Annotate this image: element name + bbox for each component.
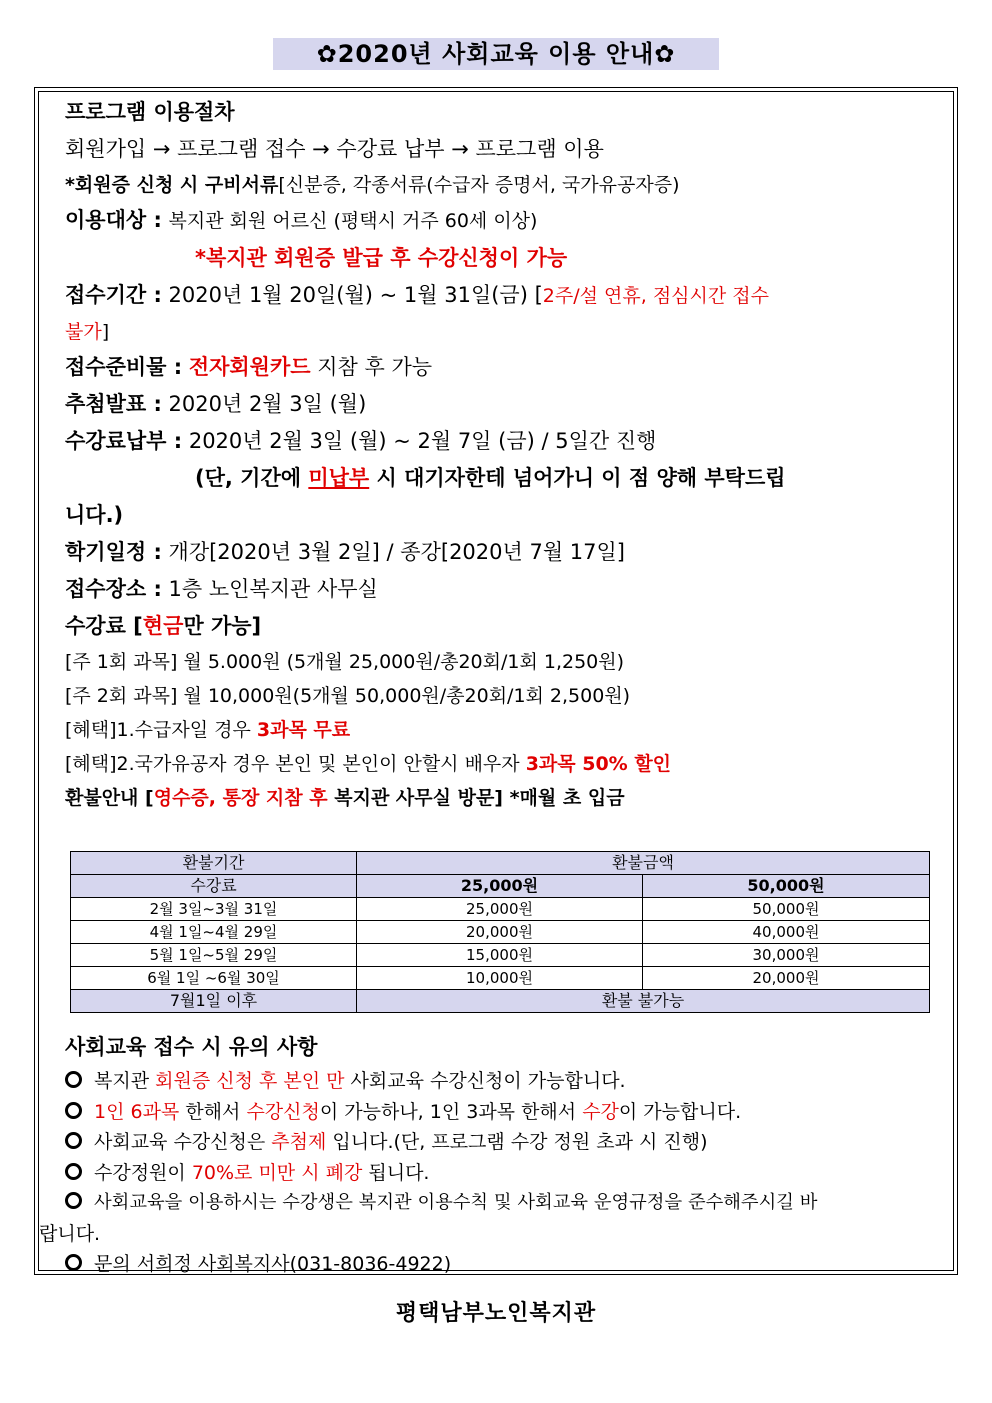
- target-label: 이용대상 :: [65, 208, 162, 232]
- refund-table: [70, 851, 930, 1013]
- place-line: [65, 571, 945, 608]
- payment-note-b: 시 대기자한테 넘어가니 이 점 양해 부탁드립: [376, 466, 786, 490]
- prep-line: [65, 349, 945, 386]
- fee-line-2: [주 2회 과목] 월 10,000원(5개월 50,000원/총20회/1회 2,500원): [65, 685, 631, 707]
- note-red: 회원증 신청 후 본인 만: [155, 1070, 345, 1092]
- period-note: 2주/설 연휴, 점심시간 접수: [542, 285, 769, 307]
- lottery-line: [65, 386, 945, 423]
- refund-period: 6월 1일 ~6월 30일: [71, 967, 357, 990]
- note-text: 됩니다.: [368, 1161, 430, 1184]
- fee-heading: [65, 608, 945, 645]
- note-item-cont: 랍니다.: [39, 1222, 101, 1245]
- page-title: ✿2020년 사회교육 이용 안내✿: [273, 38, 719, 70]
- note-item: [65, 1188, 945, 1219]
- prep-value: 지참 후 가능: [317, 355, 433, 379]
- benefit-1-text: [혜택]1.수급자일 경우: [65, 719, 251, 741]
- contact-text: 문의 서희정 사회복지사(031-8036-4922): [94, 1253, 452, 1275]
- refund-table-header: [71, 852, 930, 875]
- refund-heading-red: 영수증, 통장 지참 후: [153, 787, 328, 809]
- refund-last-value: 환불 불가능: [357, 990, 930, 1013]
- refund-amount-25: 20,000원: [357, 921, 643, 944]
- circle-bullet-icon: [65, 1254, 82, 1271]
- notes-section: [39, 1029, 945, 1280]
- lottery-label: 추첨발표 :: [65, 392, 162, 416]
- circle-bullet-icon: [65, 1132, 82, 1149]
- fee-label-red: 현금: [142, 614, 184, 638]
- prep-label: 접수준비물 :: [65, 355, 183, 379]
- refund-sub-label: 수강료: [71, 875, 357, 898]
- note-text: 사회교육 수강신청은: [94, 1131, 266, 1153]
- note-item: [65, 1127, 945, 1158]
- refund-col-amount: 환불금액: [357, 852, 930, 875]
- payment-line: [65, 423, 945, 460]
- refund-amount-50: 20,000원: [643, 967, 930, 990]
- refund-last-period: 7월1일 이후: [71, 990, 357, 1013]
- table-row: [71, 944, 930, 967]
- note-text: 사회교육을 이용하시는 수강생은 복지관 이용수칙 및 사회교육 운영규정을 준수해주시길 바: [94, 1192, 818, 1213]
- table-row: [71, 967, 930, 990]
- refund-amount-25: 15,000원: [357, 944, 643, 967]
- info-box-inner: [38, 91, 954, 1275]
- place-value: 1층 노인복지관 사무실: [168, 577, 378, 601]
- notes-heading: 사회교육 접수 시 유의 사항: [65, 1035, 318, 1059]
- note-red: 1인 6과목: [94, 1100, 180, 1123]
- semester-label: 학기일정 :: [65, 540, 162, 564]
- note-text: 복지관: [94, 1070, 150, 1092]
- target-line: [65, 202, 945, 240]
- docs-value: [신분증, 각종서류(수급자 증명서, 국가유공자증): [278, 174, 680, 196]
- procedure-heading: 프로그램 이용절차: [65, 100, 235, 124]
- docs-line: [65, 168, 945, 202]
- note-red: 수강신청: [246, 1100, 320, 1123]
- note-red: 추첨제: [271, 1131, 327, 1153]
- refund-heading-a: 환불안내 [: [65, 787, 154, 809]
- refund-amount-50: 50,000원: [643, 898, 930, 921]
- period-bracket-open: [: [534, 283, 543, 307]
- note-red: 70%로 미만 시 폐강: [191, 1161, 363, 1184]
- semester-value: 개강[2020년 3월 2일] / 종강[2020년 7월 17일]: [168, 540, 625, 564]
- note-text: 이 가능하나, 1인 3과목 한해서: [319, 1100, 577, 1123]
- refund-period: 5월 1일~5월 29일: [71, 944, 357, 967]
- target-value: 복지관 회원 어르신 (평택시 거주 60세 이상): [168, 210, 538, 232]
- circle-bullet-icon: [65, 1192, 82, 1209]
- period-note-cont: 불가: [65, 321, 102, 343]
- benefit-2-red: 3과목 50% 할인: [525, 753, 672, 775]
- place-label: 접수장소 :: [65, 577, 162, 601]
- circle-bullet-icon: [65, 1102, 82, 1119]
- note-item: [65, 1158, 945, 1189]
- lottery-value: 2020년 2월 3일 (월): [168, 392, 367, 416]
- docs-label: *회원증 신청 시 구비서류: [65, 174, 279, 196]
- note-item: [65, 1066, 945, 1097]
- refund-table-last-row: [71, 990, 930, 1013]
- period-value: 2020년 1월 20일(월) ~ 1월 31일(금): [168, 283, 528, 307]
- note-item: [65, 1097, 945, 1128]
- period-bracket-close: ]: [101, 321, 110, 343]
- refund-col-period: 환불기간: [71, 852, 357, 875]
- refund-heading-b: 복지관 사무실 방문] *매월 초 입금: [334, 787, 625, 809]
- payment-note-cont: 니다.): [65, 503, 124, 527]
- semester-line: [65, 534, 945, 571]
- info-content: [65, 94, 945, 815]
- benefit-2-text: [혜택]2.국가유공자 경우 본인 및 본인이 안할시 배우자: [65, 753, 520, 775]
- payment-note-red: 미납부: [308, 466, 370, 490]
- payment-value: 2020년 2월 3일 (월) ~ 2월 7일 (금) / 5일간 진행: [188, 429, 657, 453]
- organization-name: 평택남부노인복지관: [395, 1301, 597, 1326]
- refund-table-subheader: [71, 875, 930, 898]
- payment-label: 수강료납부 :: [65, 429, 183, 453]
- payment-note: [65, 460, 945, 497]
- refund-amount-50: 40,000원: [643, 921, 930, 944]
- note-text: 수강정원이: [94, 1161, 186, 1184]
- refund-sub-25: 25,000원: [357, 875, 643, 898]
- refund-amount-25: 25,000원: [357, 898, 643, 921]
- circle-bullet-icon: [65, 1071, 82, 1088]
- refund-heading: [65, 781, 945, 815]
- benefit-1-red: 3과목 무료: [256, 719, 351, 741]
- table-row: [71, 921, 930, 944]
- note-text: 한해서: [185, 1100, 241, 1123]
- benefit-1: [65, 713, 945, 747]
- prep-red: 전자회원카드: [188, 355, 311, 379]
- period-line-2: [65, 315, 945, 349]
- refund-amount-25: 10,000원: [357, 967, 643, 990]
- fee-line-1: [주 1회 과목] 월 5.000원 (5개월 25,000원/총20회/1회 1,250원): [65, 651, 625, 673]
- target-note: *복지관 회원증 발급 후 수강신청이 가능: [195, 246, 568, 270]
- table-row: [71, 898, 930, 921]
- note-item: [65, 1249, 945, 1280]
- refund-period: 4월 1일~4월 29일: [71, 921, 357, 944]
- refund-sub-50: 50,000원: [643, 875, 930, 898]
- period-label: 접수기간 :: [65, 283, 162, 307]
- note-red: 수강: [582, 1100, 619, 1123]
- note-text: 사회교육 수강신청이 가능합니다.: [350, 1070, 626, 1092]
- refund-amount-50: 30,000원: [643, 944, 930, 967]
- circle-bullet-icon: [65, 1163, 82, 1180]
- refund-period: 2월 3일~3월 31일: [71, 898, 357, 921]
- benefit-2: [65, 747, 945, 781]
- period-line: [65, 277, 945, 315]
- fee-label-b: 만 가능]: [183, 614, 262, 638]
- procedure-steps: 회원가입 → 프로그램 접수 → 수강료 납부 → 프로그램 이용: [65, 137, 604, 161]
- info-box: [34, 87, 958, 1275]
- fee-label-a: 수강료 [: [65, 614, 143, 638]
- note-text: 입니다.(단, 프로그램 수강 정원 초과 시 진행): [332, 1131, 708, 1153]
- note-text: 이 가능합니다.: [618, 1100, 742, 1123]
- payment-note-a: (단, 기간에: [195, 466, 302, 490]
